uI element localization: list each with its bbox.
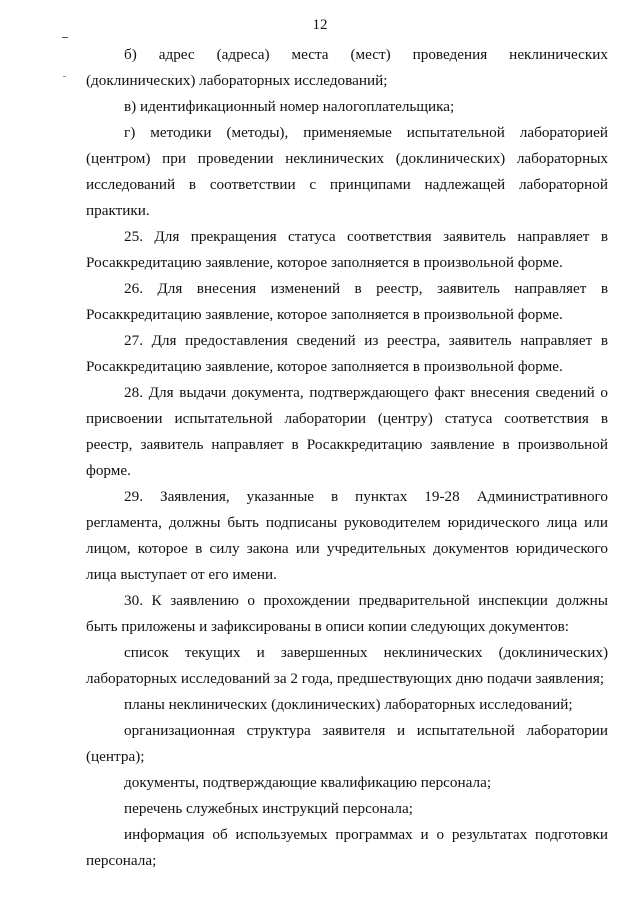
list-item: информация об используемых программах и о результатах подготовки персонала;	[86, 826, 608, 869]
scan-artifact	[62, 37, 68, 38]
paragraph-28: 28. Для выдачи документа, подтверждающего факт внесения сведений о присвоении испытательной лаборатории (центру) статуса соответствия в реестр, заявитель направляет в Росаккредитацию заявление в произвольной форме.	[86, 384, 608, 479]
paragraph-item-g: г) методики (методы), применяемые испытательной лабораторией (центром) при проведении неклинических (доклинических) лабораторных исследований в соответствии с принципами надлежащей лабораторной практики.	[86, 124, 608, 219]
paragraph-item-v: в) идентификационный номер налогоплательщика;	[124, 98, 455, 115]
list-item: список текущих и завершенных неклинических (доклинических) лабораторных исследований за 2 года, предшествующих дню подачи заявления;	[86, 644, 608, 687]
paragraph-30: 30. К заявлению о прохождении предварительной инспекции должны быть приложены и зафиксированы в описи копии следующих документов:	[86, 592, 608, 635]
paragraph-29: 29. Заявления, указанные в пунктах 19-28 Административного регламента, должны быть подписаны руководителем юридического лица или лицом, которое в силу закона или учредительных документов юридического лица выступает от его имени.	[86, 488, 608, 583]
paragraph-25: 25. Для прекращения статуса соответствия заявитель направляет в Росаккредитацию заявление, которое заполняется в произвольной форме.	[86, 228, 608, 271]
paragraph-26: 26. Для внесения изменений в реестр, заявитель направляет в Росаккредитацию заявление, которое заполняется в произвольной форме.	[86, 280, 608, 323]
document-body	[86, 42, 608, 874]
paragraph-27: 27. Для предоставления сведений из реестра, заявитель направляет в Росаккредитацию заявление, которое заполняется в произвольной форме.	[86, 332, 608, 375]
paragraph-item-b: б) адрес (адреса) места (мест) проведения неклинических (доклинических) лабораторных исследований;	[86, 46, 608, 89]
list-item: документы, подтверждающие квалификацию персонала;	[124, 774, 492, 791]
list-item: перечень служебных инструкций персонала;	[124, 800, 413, 817]
page-number: 12	[312, 17, 328, 33]
list-item: организационная структура заявителя и испытательной лаборатории (центра);	[86, 722, 608, 765]
scan-artifact	[63, 76, 66, 77]
list-item: планы неклинических (доклинических) лабораторных исследований;	[124, 696, 573, 713]
